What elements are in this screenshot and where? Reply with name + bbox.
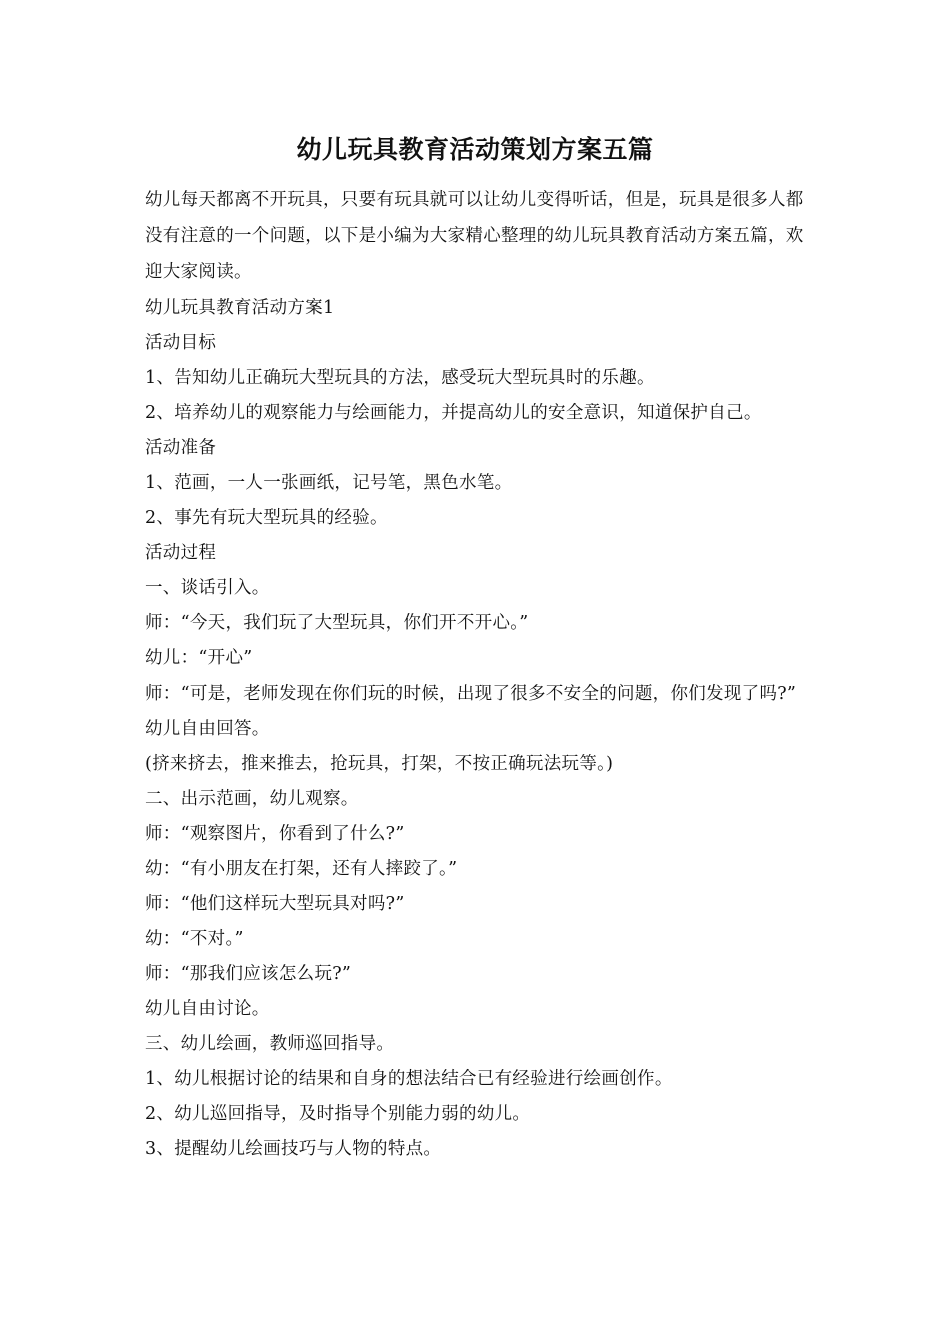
- body-lines: [145, 291, 809, 1167]
- dialogue-line: 幼：“不对。”: [145, 929, 244, 949]
- paragraph: 二、出示范画，幼儿观察。: [145, 789, 359, 809]
- paragraph: 3、提醒幼儿绘画技巧与人物的特点。: [145, 1139, 442, 1159]
- subheading-preparation: 活动准备: [145, 438, 217, 458]
- dialogue-line: 幼：“有小朋友在打架，还有人摔跤了。”: [145, 859, 458, 879]
- paragraph: 2、幼儿巡回指导，及时指导个别能力弱的幼儿。: [145, 1104, 531, 1124]
- paragraph: (挤来挤去，推来推去，抢玩具，打架，不按正确玩法玩等。): [145, 754, 614, 774]
- paragraph: 1、幼儿根据讨论的结果和自身的想法结合已有经验进行绘画创作。: [145, 1069, 673, 1089]
- intro-paragraph: 幼儿每天都离不开玩具，只要有玩具就可以让幼儿变得听话，但是，玩具是很多人都没有注意的一个问题，以下是小编为大家精心整理的幼儿玩具教育活动方案五篇，欢迎大家阅读。: [145, 190, 804, 282]
- paragraph: 幼儿自由讨论。: [145, 999, 270, 1019]
- dialogue-line: 师：“可是，老师发现在你们玩的时候，出现了很多不安全的问题，你们发现了吗?”: [145, 684, 797, 704]
- paragraph: 一、谈话引入。: [145, 578, 270, 598]
- dialogue-line: 师：“今天，我们玩了大型玩具，你们开不开心。”: [145, 613, 529, 633]
- paragraph: 1、范画，一人一张画纸，记号笔，黑色水笔。: [145, 473, 513, 493]
- dialogue-line: 师：“那我们应该怎么玩?”: [145, 964, 352, 984]
- subheading-goals: 活动目标: [145, 333, 217, 353]
- paragraph: 2、培养幼儿的观察能力与绘画能力，并提高幼儿的安全意识，知道保护自己。: [145, 403, 762, 423]
- section-heading: 幼儿玩具教育活动方案1: [145, 298, 335, 318]
- paragraph: 1、告知幼儿正确玩大型玩具的方法，感受玩大型玩具时的乐趣。: [145, 368, 655, 388]
- paragraph: 2、事先有玩大型玩具的经验。: [145, 508, 388, 528]
- document-title: 幼儿玩具教育活动策划方案五篇: [296, 135, 654, 164]
- paragraph: 幼儿自由回答。: [145, 719, 270, 739]
- dialogue-line: 师：“观察图片，你看到了什么?”: [145, 824, 405, 844]
- subheading-process: 活动过程: [145, 543, 217, 563]
- dialogue-line: 师：“他们这样玩大型玩具对吗?”: [145, 894, 405, 914]
- paragraph: 三、幼儿绘画，教师巡回指导。: [145, 1034, 395, 1054]
- dialogue-line: 幼儿：“开心”: [145, 648, 253, 668]
